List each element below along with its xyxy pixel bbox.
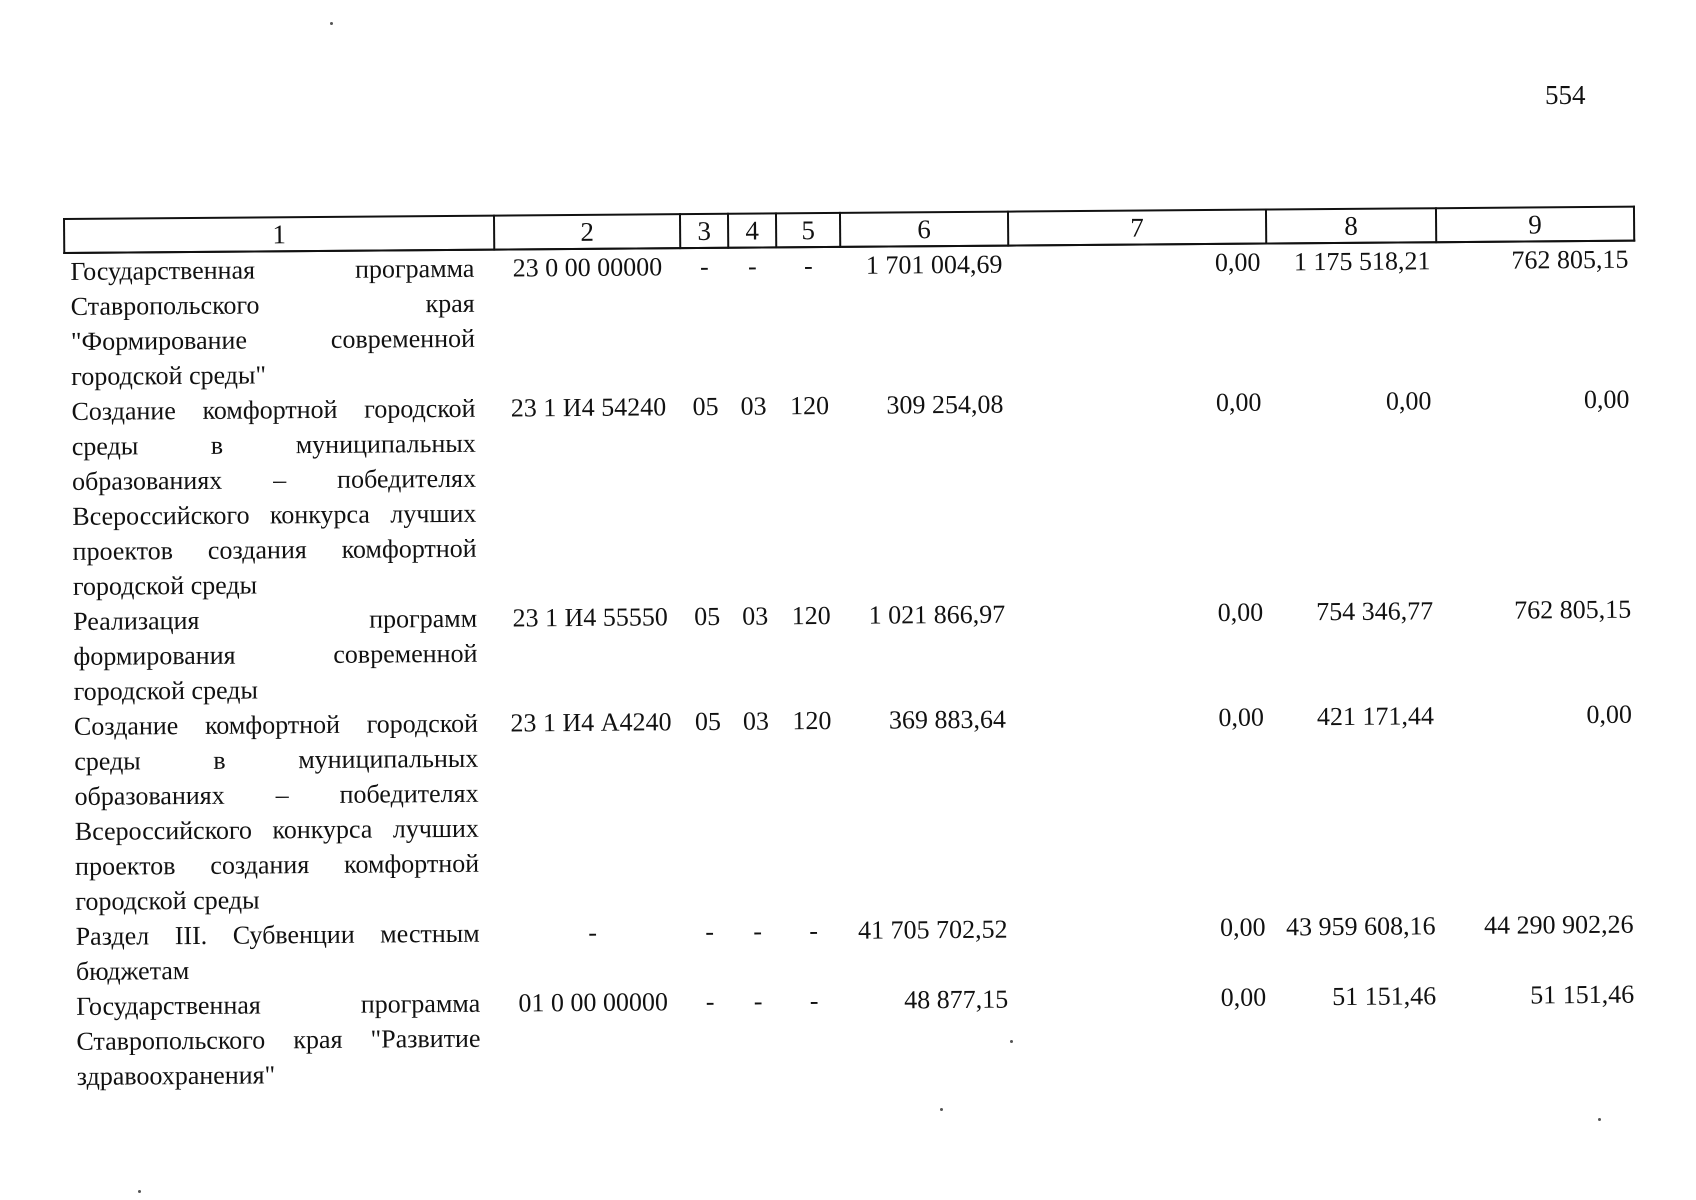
scan-speck: [1010, 1040, 1013, 1043]
row-col-3: 05: [694, 601, 721, 632]
row-name: Государственная программа Ставропольского края "Формирование современной городской среды": [70, 253, 476, 391]
row-col-9: 44 290 902,26: [1483, 909, 1634, 940]
row-col-4: -: [753, 916, 763, 946]
row-name: Реализация программ формирования современной городской среды: [73, 603, 478, 706]
row-col-9: 51 151,46: [1530, 979, 1635, 1010]
budget-table: [63, 206, 1642, 1094]
row-col-5: 120: [791, 600, 831, 631]
table-row: [67, 592, 1638, 709]
row-col-7: 0,00: [1214, 247, 1261, 277]
row-col-7: 0,00: [1217, 597, 1264, 627]
scan-speck: [330, 22, 333, 25]
row-col-3: -: [705, 986, 715, 1016]
row-name: Создание комфортной городской среды в муниципальных образованиях – победителях Всероссийского конкурса лучших проектов создания комфортной городской среды: [73, 708, 480, 916]
table-row: [64, 241, 1635, 394]
column-header-5: 5: [776, 213, 840, 248]
row-col-6: 41 705 702,52: [858, 914, 1008, 945]
row-col-8: 51 151,46: [1332, 981, 1437, 1012]
row-col-6: 309 254,08: [886, 389, 1004, 420]
row-name: Государственная программа Ставропольского края "Развитие здравоохранения": [76, 988, 481, 1091]
row-col-4: 03: [742, 601, 769, 631]
row-col-5: -: [803, 251, 813, 281]
row-col-8: 0,00: [1385, 386, 1432, 416]
row-col-5: -: [809, 916, 819, 946]
row-col-4: -: [747, 251, 757, 281]
row-col-5: 120: [792, 705, 832, 736]
row-col-8: 1 175 518,21: [1293, 246, 1431, 277]
scan-speck: [1598, 1118, 1601, 1121]
row-col-4: 03: [740, 391, 767, 421]
row-col-3: -: [699, 251, 709, 281]
row-col-7: 0,00: [1219, 912, 1266, 942]
row-col-6: 369 883,64: [888, 704, 1007, 735]
row-name: Раздел III. Субвенции местным бюджетам: [75, 918, 480, 986]
row-col-8: 754 346,77: [1316, 596, 1434, 627]
row-col-9: 762 805,15: [1511, 244, 1629, 275]
row-col-9: 0,00: [1583, 384, 1630, 415]
row-col-8: 43 959 608,16: [1285, 911, 1436, 942]
row-name: Создание комфортной городской среды в муниципальных образованиях – победителях Всероссийского конкурса лучших проектов создания комфортной городской среды: [71, 393, 477, 601]
row-col-6: 1 021 866,97: [868, 599, 1006, 630]
row-col-5: 120: [789, 390, 830, 421]
row-col-3: 05: [694, 706, 722, 737]
table-row: [68, 697, 1640, 919]
scan-speck: [138, 1190, 141, 1193]
scan-speck: [940, 1108, 943, 1111]
column-header-6: 6: [840, 212, 1008, 247]
row-col-5: -: [809, 986, 819, 1016]
row-code: 23 1 И4 54240: [510, 392, 667, 423]
column-header-8: 8: [1266, 208, 1436, 243]
row-col-7: 0,00: [1218, 702, 1265, 732]
row-col-7: 0,00: [1215, 387, 1262, 417]
row-col-3: 05: [692, 391, 719, 422]
row-code: 23 1 И4 А4240: [510, 707, 672, 738]
row-col-3: -: [705, 916, 715, 946]
table-row: [70, 907, 1641, 989]
column-header-1: 1: [64, 216, 494, 253]
row-col-9: 0,00: [1586, 699, 1633, 730]
row-col-6: 1 701 004,69: [865, 249, 1003, 280]
column-header-4: 4: [728, 213, 776, 247]
table-row: [65, 382, 1637, 604]
row-col-4: -: [753, 986, 763, 1016]
row-col-6: 48 877,15: [904, 984, 1009, 1015]
table-row: [70, 977, 1641, 1094]
column-header-7: 7: [1008, 210, 1266, 246]
row-col-7: 0,00: [1220, 982, 1267, 1012]
row-col-9: 762 805,15: [1514, 594, 1632, 625]
row-col-8: 421 171,44: [1316, 701, 1435, 732]
row-col-4: 03: [742, 706, 770, 736]
column-header-2: 2: [494, 214, 680, 249]
page-number: 554: [1545, 80, 1586, 110]
row-code: 01 0 00 00000: [518, 987, 669, 1018]
row-code: -: [588, 917, 598, 947]
row-code: 23 0 00 00000: [512, 252, 663, 283]
column-header-9: 9: [1436, 207, 1634, 243]
column-header-3: 3: [680, 214, 728, 248]
row-code: 23 1 И4 55550: [512, 602, 668, 633]
